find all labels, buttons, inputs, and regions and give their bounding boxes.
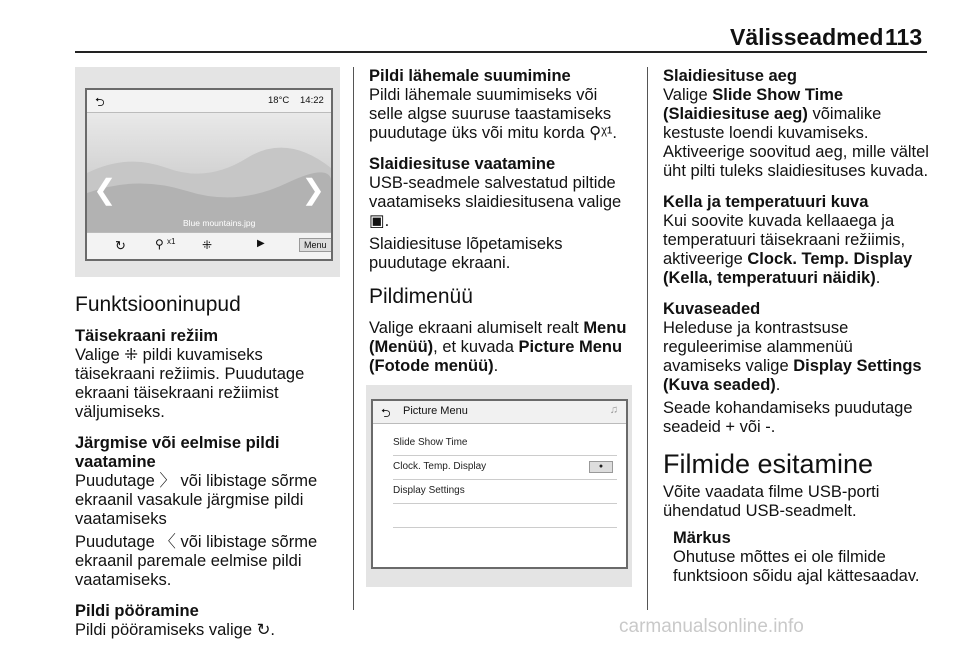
column-1 [75, 293, 347, 652]
subheading: Kuvaseaded [663, 300, 761, 318]
music-icon: ♫ [609, 404, 618, 416]
menu-item-empty [393, 503, 617, 528]
fullscreen-icon: ⁜ [202, 238, 213, 252]
column-divider [353, 67, 354, 610]
section-title: Funktsiooninupud [75, 293, 241, 316]
slideshow-icon: ▶ [257, 238, 265, 249]
menu-item-clock-temp-display [393, 455, 617, 480]
toggle-icon: ● [589, 461, 613, 473]
bold-term: Menu (Menüü) [369, 319, 627, 356]
note-heading: Märkus [673, 529, 731, 547]
header-rule [75, 51, 927, 53]
section-title: Pildimenüü [369, 285, 473, 308]
subheading: Slaidiesituse vaatamine [369, 155, 556, 173]
paragraph: . [775, 376, 781, 394]
paragraph: Pildi pööramiseks valige ↻. [75, 621, 275, 639]
paragraph: Puudutage 〉 või libistage sõrme ekraanil vasakule järgmise pildi vaatamiseks [75, 472, 318, 528]
column-2 [369, 67, 635, 388]
paragraph: Võite vaadata filme USB-porti ühendatud USB-seadmelt. [663, 483, 880, 520]
picture-menu-screenshot [366, 385, 632, 587]
paragraph: võimalike kestuste loendi kuvamiseks. Aktiveerige soovitud aeg, mille vältel üht pilti tuleks slaidiesituses kuvada. [663, 105, 929, 180]
temperature-readout: 18°C [268, 95, 290, 106]
bold-term: Clock. Temp. Display (Kella, temperatuuri näidik) [663, 250, 913, 287]
note-text: Ohutuse mõttes ei ole filmide funktsioon sõidu ajal kättesaadav. [673, 548, 920, 585]
viewer-bottom-bar [87, 232, 331, 259]
picture-menu-top-bar [373, 401, 626, 424]
paragraph: Valige ekraani alumiselt realt [369, 319, 584, 337]
paragraph: Heleduse ja kontrastsuse reguleerimise alammenüü avamiseks valige [663, 319, 853, 375]
picture-menu-title: Picture Menu [403, 405, 468, 417]
next-image-icon: ❯ [301, 174, 325, 205]
paragraph: Seade kohandamiseks puudutage seadeid + või -. [663, 399, 913, 436]
page-number: 113 [885, 24, 923, 50]
watermark: carmanualsonline.info [619, 616, 804, 637]
viewer-top-bar [87, 90, 331, 113]
subheading: Järgmise või eelmise pildi vaatamine [75, 434, 280, 471]
subheading: Pildi pööramine [75, 602, 199, 620]
clock-readout: 14:22 [300, 95, 324, 106]
viewer-screen [85, 88, 333, 261]
subheading: Kella ja temperatuuri kuva [663, 193, 869, 211]
back-icon: ⮌ [95, 95, 105, 109]
menu-item-slide-show-time: Slide Show Time [393, 431, 617, 456]
paragraph: . [493, 357, 499, 375]
photo-area [87, 113, 331, 233]
image-viewer-screenshot [75, 67, 340, 277]
menu-button: Menu [299, 238, 332, 252]
paragraph: , et kuvada [433, 338, 519, 356]
subheading: Pildi lähemale suumimine [369, 67, 571, 85]
rotate-icon: ↻ [115, 238, 126, 253]
picture-menu-screen [371, 399, 628, 569]
section-title: Filmide esitamine [663, 449, 874, 479]
bold-term: Picture Menu (Fotode menüü) [369, 338, 623, 375]
mountains-graphic [87, 113, 331, 233]
menu-item-display-settings: Display Settings [393, 479, 617, 504]
bold-term: Display Settings (Kuva seaded) [663, 357, 922, 394]
zoom-level: x1 [167, 237, 176, 246]
page-header-title: Välisseadmed [730, 24, 884, 50]
zoom-icon: ⚲ [155, 237, 164, 251]
bold-term: Slide Show Time (Slaidiesituse aeg) [663, 86, 844, 123]
paragraph: Pildi lähemale suumimiseks või selle algse suuruse taastamiseks puudutage üks või mitu korda ⚲ᵡ¹. [369, 86, 617, 142]
menu-item-label: Clock. Temp. Display [393, 461, 487, 472]
photo-caption: Blue mountains.jpg [183, 218, 256, 228]
paragraph: Kui soovite kuvada kellaaega ja temperatuuri täisekraani režiimis, aktiveerige [663, 212, 906, 268]
back-icon: ⮌ [381, 406, 391, 420]
prev-image-icon: ❮ [93, 174, 117, 205]
subheading: Täisekraani režiim [75, 327, 219, 345]
subheading: Slaidiesituse aeg [663, 67, 797, 85]
paragraph: Valige ⁜ pildi kuvamiseks täisekraani režiimis. Puudutage ekraani täisekraani režiimist väljumiseks. [75, 346, 305, 421]
paragraph: Valige [663, 86, 713, 104]
column-divider [647, 67, 648, 610]
paragraph: Puudutage 〈 või libistage sõrme ekraanil paremale eelmise pildi vaatamiseks. [75, 533, 318, 589]
note-box [663, 529, 931, 586]
paragraph: Slaidiesituse lõpetamiseks puudutage ekraani. [369, 235, 563, 272]
paragraph: USB-seadmele salvestatud piltide vaatamiseks slaidiesitusena valige ▣. [369, 174, 622, 230]
paragraph: . [875, 269, 881, 287]
column-3 [663, 67, 931, 586]
